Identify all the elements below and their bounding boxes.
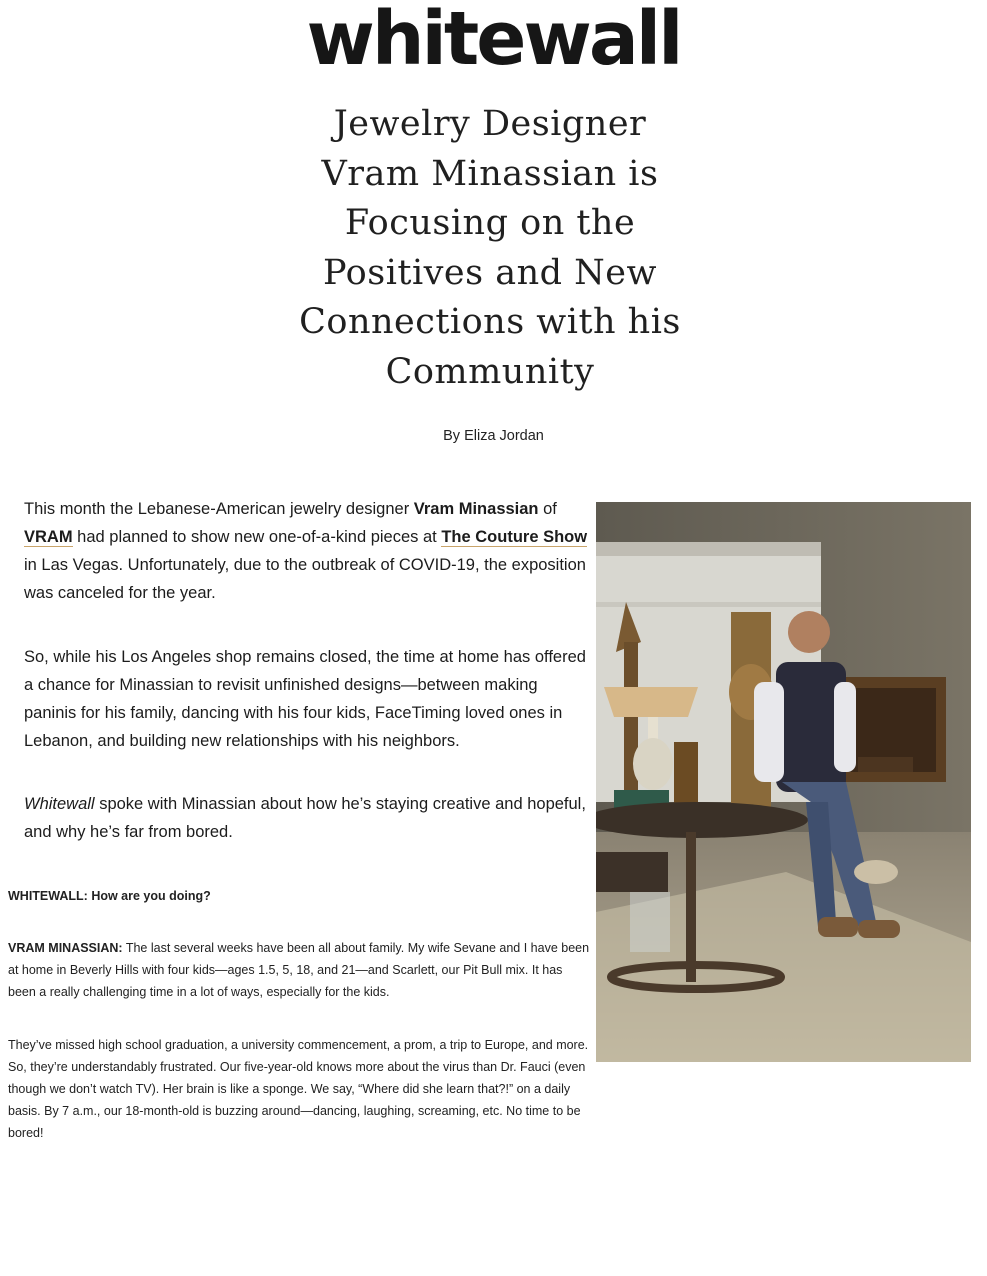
vram-link[interactable]: VRAM — [24, 528, 73, 546]
couture-show-link[interactable]: The Couture Show — [441, 528, 588, 546]
interview-answer-continued: They’ve missed high school graduation, a university commencement, a prom, a trip to Europe, and more. So, they’re understandably frustrated. Our five-year-old knows more about the virus than Dr. Fauci (even though we don’t watch TV). Her brain is like a sponge. We say, “Where did she learn that?!” on a daily basis. By 7 a.m., our 18-month-old is buzzing around—dancing, laughing, screaming, etc. No time to be bored! — [8, 1038, 589, 1140]
interview-answer — [8, 937, 593, 1003]
p1-text-3: had planned to show new one-of-a-kind pieces at — [72, 528, 442, 546]
interview-question: WHITEWALL: How are you doing? — [8, 889, 211, 903]
article-byline: By Eliza Jordan — [443, 428, 544, 444]
article-headline: Jewelry Designer Vram Minassian is Focusing on the Positives and New Connections with his Community — [299, 104, 681, 392]
paragraph-shop-closed: So, while his Los Angeles shop remains closed, the time at home has offered a chance for Minassian to revisit unfinished designs—between making paninis for his family, dancing with his four kids, FaceTiming loved ones in Lebanon, and building new relationships with his neighbors. — [24, 648, 586, 750]
paragraph-interview-intro — [24, 790, 594, 846]
p1-text-1: This month the Lebanese-American jewelry designer — [24, 500, 414, 518]
publication-name: Whitewall — [24, 795, 95, 813]
p1-text-4: in Las Vegas. Unfortunately, due to the outbreak of COVID-19, the exposition was canceled for the year. — [24, 556, 586, 602]
answer-speaker: VRAM MINASSIAN: — [8, 941, 123, 955]
p1-text-2: of — [538, 500, 557, 518]
intro-paragraph — [24, 495, 594, 607]
p3-text: spoke with Minassian about how he’s staying creative and hopeful, and why he’s far from bored. — [24, 795, 586, 841]
answer-text: The last several weeks have been all about family. My wife Sevane and I have been at home in Beverly Hills with four kids—ages 1.5, 5, 18, and 21—and Scarlett, our Pit Bull mix. It has been a really challenging time in a lot of ways, especially for the kids. — [8, 941, 590, 999]
designer-name: Vram Minassian — [413, 500, 539, 518]
portrait-illustration — [596, 502, 971, 1062]
whitewall-logo[interactable]: whitewall — [306, 0, 681, 82]
portrait-photo — [596, 502, 971, 1062]
